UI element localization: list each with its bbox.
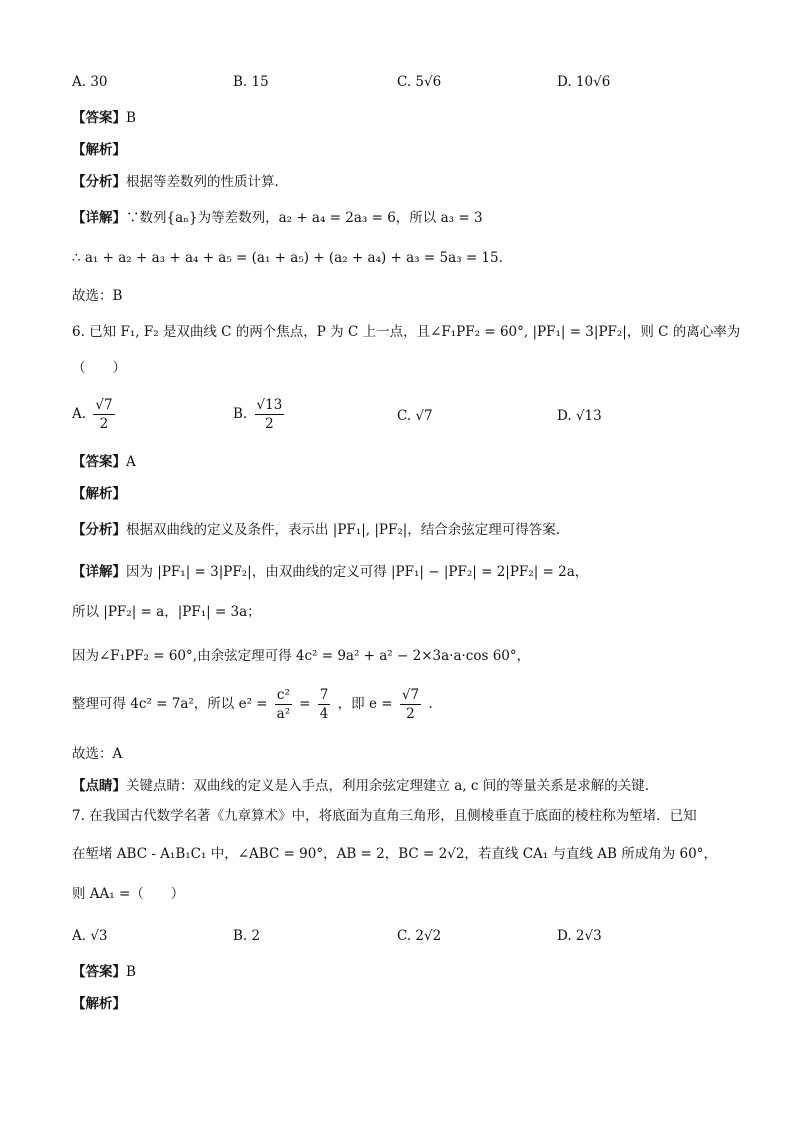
fraction-7-4 — [318, 686, 331, 723]
q5-option-d: D. 10√6 — [557, 74, 611, 90]
detail-text: ，即 e = — [337, 696, 393, 712]
q5-fenxi-line — [72, 172, 279, 192]
fraction-c2-a2 — [275, 686, 292, 723]
detail-tag: 【详解】 — [72, 210, 126, 226]
q6-detail-line-1 — [72, 562, 588, 582]
detail-text: 因为 |PF₁| = 3|PF₂|，由双曲线的定义可得 |PF₁| − |PF₂| = 2|PF₂| = 2a， — [126, 564, 589, 580]
fraction-numerator: √7 — [95, 397, 113, 413]
q6-dianjing-line — [72, 776, 649, 796]
fraction-denominator: 4 — [319, 706, 329, 722]
fraction-numerator: √13 — [256, 397, 283, 413]
q7-option-b: B. 2 — [233, 928, 261, 944]
option-value: √7 — [415, 408, 433, 424]
q5-option-c: C. 5√6 — [397, 74, 442, 90]
option-label: C. — [397, 408, 412, 424]
q7-option-c: C. 2√2 — [397, 928, 442, 944]
option-label: D. — [557, 408, 572, 424]
q5-option-a: A. 30 — [72, 74, 108, 90]
fraction-denominator: 2 — [99, 416, 109, 432]
option-label: B. — [233, 406, 248, 422]
q5-answer-line — [72, 108, 136, 128]
period: . — [428, 696, 433, 712]
dianjing-tag: 【点睛】 — [72, 778, 126, 794]
q6-choose: 故选：A — [72, 746, 123, 762]
option-label: A. — [72, 406, 87, 422]
q6-detail-line-2: 所以 |PF₂| = a，|PF₁| = 3a； — [72, 604, 261, 620]
equals-sign: = — [299, 696, 311, 712]
q6-option-c — [397, 406, 433, 426]
option-fraction — [255, 396, 285, 433]
fraction-denominator: a² — [276, 706, 291, 722]
fraction-numerator: 7 — [319, 687, 329, 703]
answer-tag: 【答案】 — [72, 964, 126, 980]
detail-text: ∵数列{aₙ}为等差数列，a₂ + a₄ = 2a₃ = 6，所以 a₃ = 3 — [126, 210, 483, 226]
fraction-denominator: 2 — [406, 706, 415, 722]
q5-detail-line-1 — [72, 208, 483, 228]
q7-stem-line-2: 在堑堵 ABC - A₁B₁C₁ 中，∠ABC = 90°，AB = 2，BC = 2√2，若直线 CA₁ 与直线 AB 所成角为 60°， — [72, 846, 717, 862]
q6-stem-line-2: （ ） — [72, 360, 126, 376]
q6-option-d — [557, 406, 602, 426]
answer-value: A — [126, 454, 136, 470]
q7-stem-line-1: 7. 在我国古代数学名著《九章算术》中，将底面为直角三角形，且侧棱垂直于底面的棱柱称为堑堵．已知 — [72, 808, 697, 824]
q6-detail-line-4 — [72, 684, 433, 724]
q6-answer-line — [72, 452, 136, 472]
detail-text: 整理可得 4c² = 7a²，所以 e² = — [72, 696, 268, 712]
fenxi-text: 根据等差数列的性质计算. — [126, 174, 279, 190]
fraction-numerator: √7 — [401, 687, 420, 703]
q6-detail-line-3: 因为∠F₁PF₂ = 60°,由余弦定理可得 4c² = 9a² + a² − 2×3a·a·cos 60°， — [72, 648, 531, 664]
q5-option-b: B. 15 — [233, 74, 269, 90]
answer-tag: 【答案】 — [72, 110, 126, 126]
answer-value: B — [126, 110, 136, 126]
q5-detail-line-2: ∴ a₁ + a₂ + a₃ + a₄ + a₅ = (a₁ + a₅) + (a₂ + a₄) + a₃ = 5a₃ = 15. — [72, 250, 503, 266]
analysis-tag: 【解析】 — [72, 142, 126, 158]
q5-choose: 故选：B — [72, 288, 123, 304]
dianjing-text: 关键点睛：双曲线的定义是入手点，利用余弦定理建立 a, c 间的等量关系是求解的关键. — [126, 778, 650, 794]
analysis-tag: 【解析】 — [72, 486, 126, 502]
q6-fenxi-line — [72, 520, 560, 540]
q6-option-b — [233, 396, 287, 433]
fenxi-tag: 【分析】 — [72, 174, 126, 190]
answer-tag: 【答案】 — [72, 454, 126, 470]
answer-value: B — [126, 964, 136, 980]
option-fraction — [93, 396, 114, 433]
fenxi-text: 根据双曲线的定义及条件，表示出 |PF₁|, |PF₂|，结合余弦定理可得答案. — [126, 522, 561, 538]
q7-option-a: A. √3 — [72, 928, 108, 944]
fraction-denominator: 2 — [265, 416, 274, 432]
option-value: √13 — [575, 408, 602, 424]
q6-stem-line-1: 6. 已知 F₁, F₂ 是双曲线 C 的两个焦点，P 为 C 上一点，且∠F₁PF₂ = 60°, |PF₁| = 3|PF₂|，则 C 的离心率为 — [72, 324, 741, 340]
q6-option-a — [72, 396, 118, 433]
q7-option-d: D. 2√3 — [557, 928, 602, 944]
q7-answer-line — [72, 962, 136, 982]
detail-tag: 【详解】 — [72, 564, 126, 580]
fraction-sqrt7-2 — [400, 686, 421, 723]
fenxi-tag: 【分析】 — [72, 522, 126, 538]
q7-stem-line-3: 则 AA₁ =（ ） — [72, 886, 185, 902]
analysis-tag: 【解析】 — [72, 996, 126, 1012]
fraction-numerator: c² — [276, 687, 290, 703]
